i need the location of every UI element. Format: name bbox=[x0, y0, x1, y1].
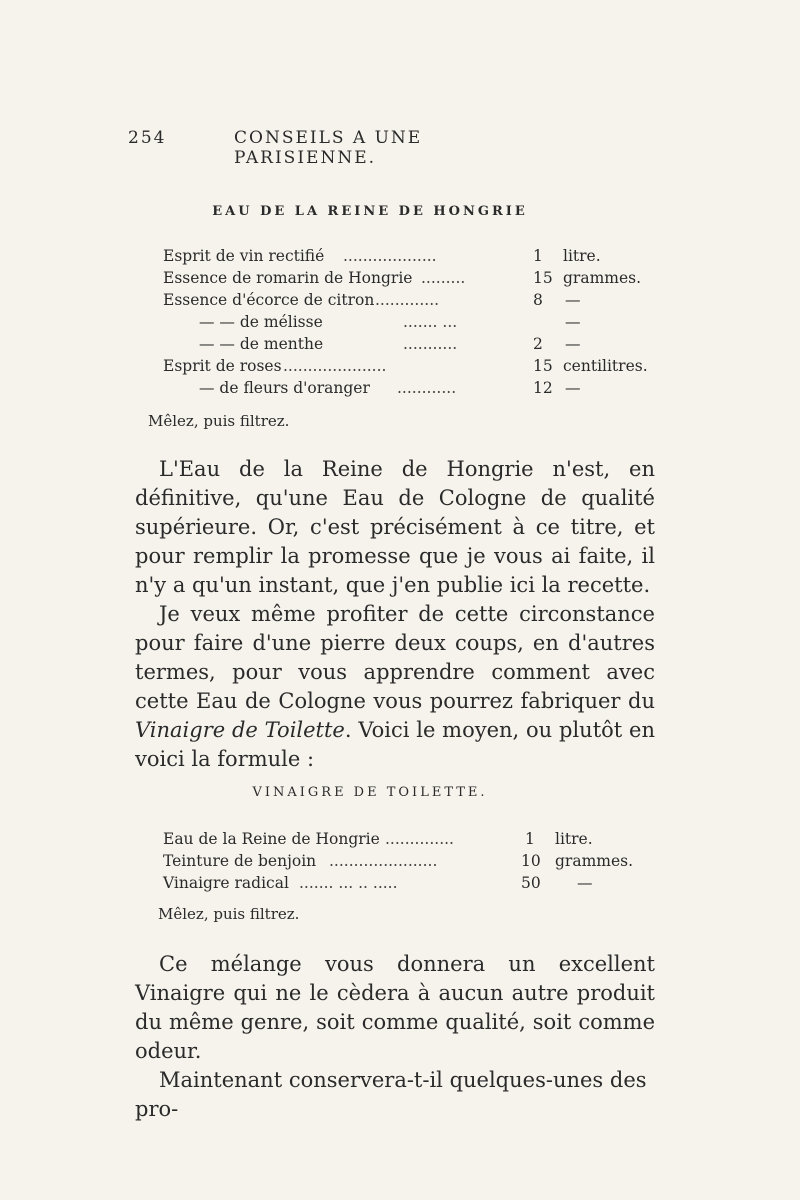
leader-dots: ..................... bbox=[283, 357, 387, 375]
ingredient-name: Teinture de benjoin bbox=[163, 852, 317, 870]
recipe-row bbox=[163, 828, 633, 850]
leader-dots: ....... ... bbox=[403, 313, 458, 331]
ingredient-name: Vinaigre radical bbox=[163, 874, 289, 892]
recipe-vinaigre-toilette bbox=[163, 828, 633, 894]
ingredient-name: — de fleurs d'oranger bbox=[199, 379, 370, 397]
recipe-row bbox=[163, 872, 633, 894]
leader-dots: ......... bbox=[421, 269, 466, 287]
body-text bbox=[135, 950, 655, 1124]
recipe-title-vinaigre-toilette: VINAIGRE DE TOILETTE. bbox=[252, 785, 488, 800]
ingredient-name: Eau de la Reine de Hongrie bbox=[163, 830, 380, 848]
leader-dots: ............ bbox=[397, 379, 457, 397]
ingredient-quantity: 12 bbox=[533, 379, 553, 397]
ingredient-unit: grammes. bbox=[555, 852, 634, 870]
leader-dots: ...................... bbox=[329, 852, 438, 870]
ingredient-name: Esprit de vin rectifié bbox=[163, 247, 325, 265]
running-title: CONSEILS A UNE PARISIENNE. bbox=[234, 128, 423, 168]
recipe-row bbox=[163, 289, 633, 311]
recipe-row bbox=[163, 850, 633, 872]
ingredient-unit: — bbox=[565, 335, 581, 353]
paragraph: Maintenant conservera-t-il quelques-unes des pro- bbox=[135, 1068, 647, 1121]
recipe-note: Mêlez, puis filtrez. bbox=[148, 412, 290, 430]
recipe-eau-reine-hongrie bbox=[163, 245, 648, 399]
ingredient-name: — — de menthe bbox=[199, 335, 324, 353]
ingredient-unit: — bbox=[565, 379, 581, 397]
ingredient-quantity: 2 bbox=[533, 335, 543, 353]
ingredient-quantity: 50 bbox=[521, 874, 541, 892]
page-number: 254 bbox=[128, 128, 167, 148]
leader-dots: ............. bbox=[375, 291, 440, 309]
ingredient-unit: grammes. bbox=[563, 269, 642, 287]
ingredient-unit: — bbox=[565, 291, 581, 309]
ingredient-quantity: 1 bbox=[525, 830, 535, 848]
leader-dots: ........... bbox=[403, 335, 458, 353]
paragraph: Ce mélange vous donnera un excellent Vinaigre qui ne le cèdera à aucun autre produit du même genre, soit comme qualité, soit comme odeur. bbox=[135, 952, 655, 1063]
ingredient-unit: litre. bbox=[555, 830, 593, 848]
ingredient-quantity: 15 bbox=[533, 269, 553, 287]
body-text bbox=[135, 455, 655, 774]
ingredient-name: — — de mélisse bbox=[199, 313, 323, 331]
recipe-title-eau-reine-hongrie: EAU DE LA REINE DE HONGRIE bbox=[212, 204, 528, 219]
recipe-row bbox=[163, 245, 633, 267]
ingredient-quantity: 10 bbox=[521, 852, 541, 870]
ingredient-quantity: 8 bbox=[533, 291, 543, 309]
recipe-row bbox=[163, 377, 633, 399]
recipe-row bbox=[163, 333, 633, 355]
ingredient-name: Esprit de roses bbox=[163, 357, 282, 375]
ingredient-quantity: 15 bbox=[533, 357, 553, 375]
ingredient-unit: litre. bbox=[563, 247, 601, 265]
leader-dots: ................... bbox=[343, 247, 437, 265]
recipe-row bbox=[163, 355, 648, 377]
paragraph: L'Eau de la Reine de Hongrie n'est, en définitive, qu'une Eau de Cologne de qualité supérieure. Or, c'est précisément à ce titre, et pour remplir la promesse que je vous ai faite, il n'y a qu'un instant, que j'en publie ici la recette. bbox=[135, 457, 655, 597]
recipe-row bbox=[163, 311, 633, 333]
recipe-note: Mêlez, puis filtrez. bbox=[158, 905, 300, 923]
recipe-row bbox=[163, 267, 642, 289]
ingredient-quantity: 1 bbox=[533, 247, 543, 265]
leader-dots: ....... ... .. ..... bbox=[299, 874, 398, 892]
ingredient-unit: — bbox=[565, 313, 581, 331]
leader-dots: .............. bbox=[385, 830, 454, 848]
ingredient-unit: centilitres. bbox=[563, 357, 648, 375]
paragraph: Je veux même profiter de cette circonstance pour faire d'une pierre deux coups, en d'autres termes, pour vous apprendre comment avec cette Eau de Cologne vous pourrez fabriquer du Vinaigre de Toilette. Voici le moyen, ou plutôt en voici la formule : bbox=[135, 602, 655, 771]
ingredient-unit: — bbox=[577, 874, 593, 892]
ingredient-name: Essence de romarin de Hongrie bbox=[163, 269, 413, 287]
ingredient-name: Essence d'écorce de citron bbox=[163, 291, 375, 309]
